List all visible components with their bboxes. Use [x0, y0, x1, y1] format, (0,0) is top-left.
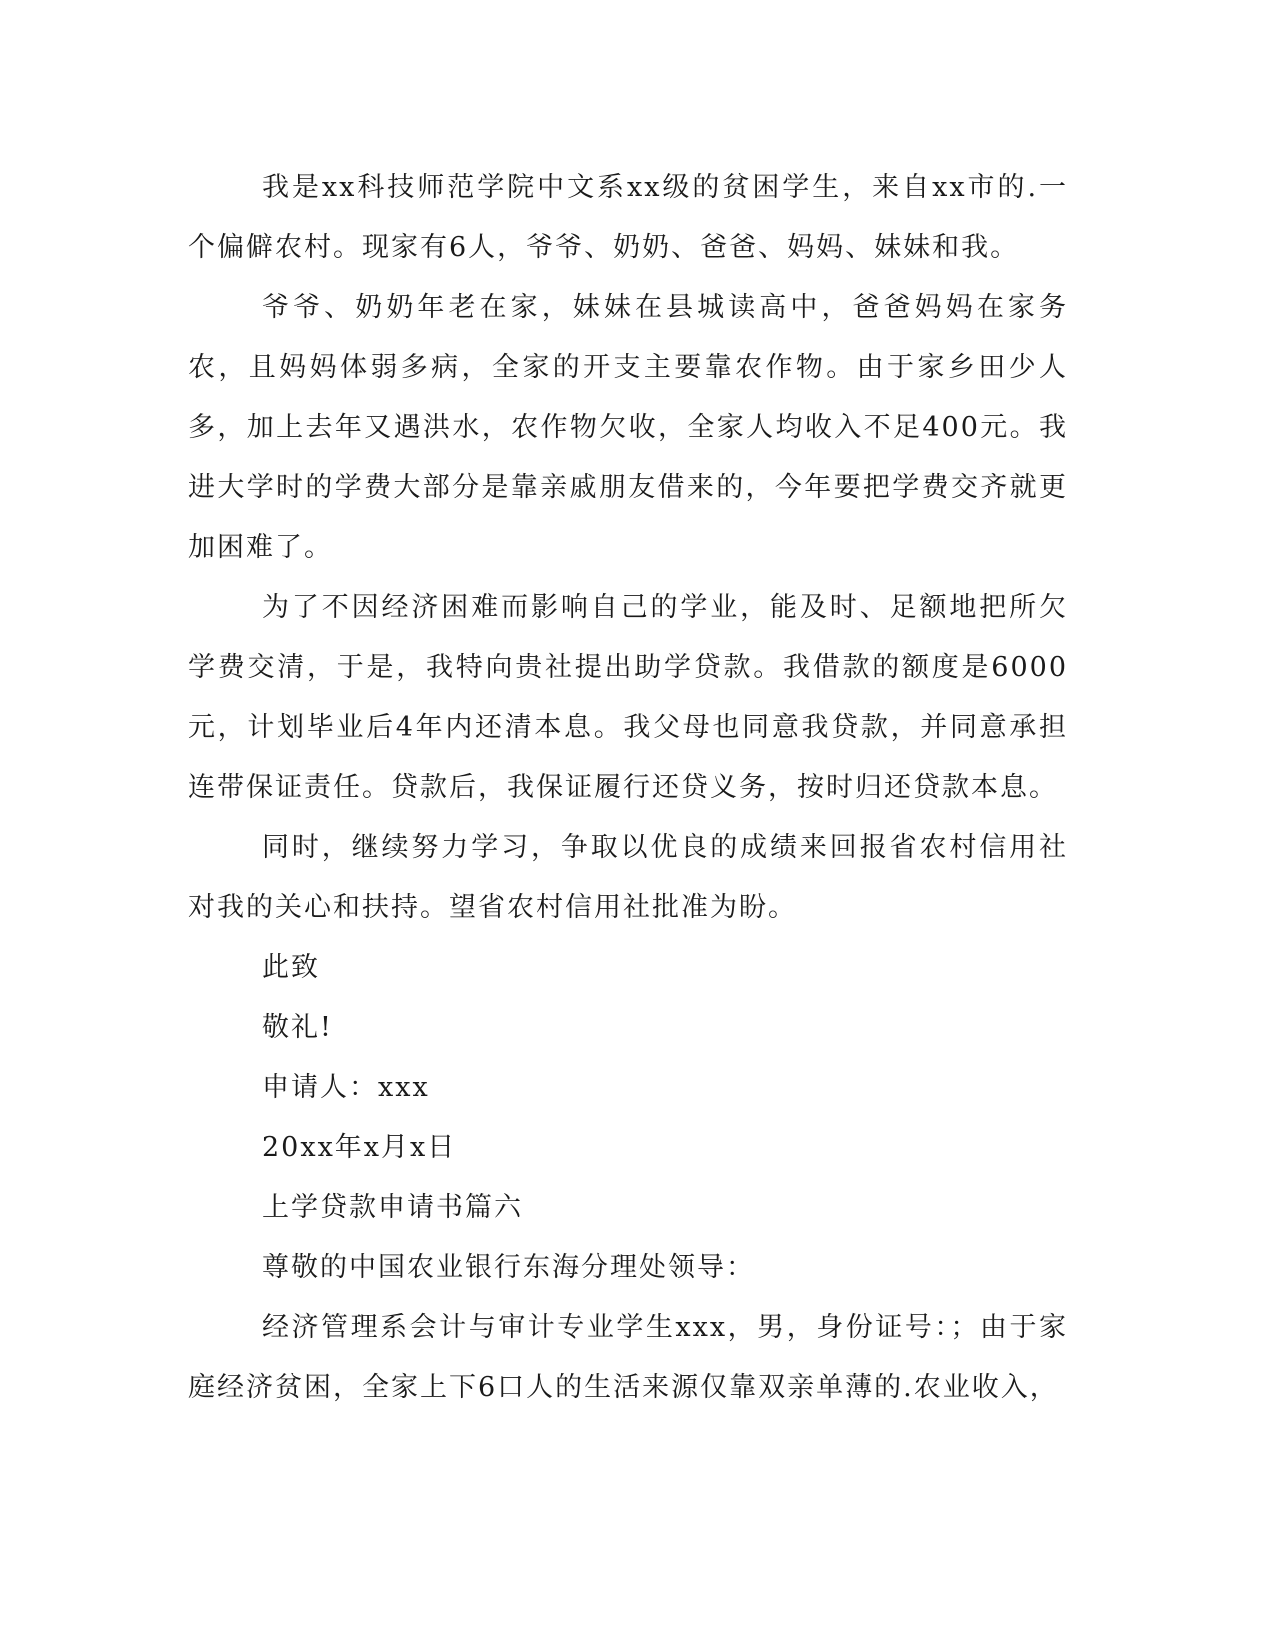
paragraph-family-background: 我是xx科技师范学院中文系xx级的贫困学生，来自xx市的.一个偏僻农村。现家有6人，爷爷、奶奶、爸爸、妈妈、妹妹和我。	[188, 172, 1068, 263]
document-body	[188, 158, 1068, 1418]
application-date: 20xx年x月x日	[262, 1132, 457, 1163]
closing-greeting: 此致	[262, 952, 320, 983]
paragraph-student-intro: 经济管理系会计与审计专业学生xxx，男，身份证号：；由于家庭经济贫困，全家上下6口人的生活来源仅靠双亲单薄的.农业收入，	[188, 1312, 1068, 1403]
applicant-signature: 申请人：xxx	[262, 1072, 430, 1103]
salutation: 尊敬的中国农业银行东海分理处领导：	[262, 1252, 755, 1283]
closing-salute: 敬礼!	[262, 1012, 333, 1043]
paragraph-loan-request: 为了不因经济困难而影响自己的学业，能及时、足额地把所欠学费交清，于是，我特向贵社提出助学贷款。我借款的额度是6000元，计划毕业后4年内还清本息。我父母也同意我贷款，并同意承担连带保证责任。贷款后，我保证履行还贷义务，按时归还贷款本息。	[188, 592, 1068, 803]
section-title: 上学贷款申请书篇六	[262, 1192, 523, 1223]
paragraph-commitment: 同时，继续努力学习，争取以优良的成绩来回报省农村信用社对我的关心和扶持。望省农村信用社批准为盼。	[188, 832, 1068, 923]
paragraph-family-hardship: 爷爷、奶奶年老在家，妹妹在县城读高中，爸爸妈妈在家务农，且妈妈体弱多病，全家的开支主要靠农作物。由于家乡田少人多，加上去年又遇洪水，农作物欠收，全家人均收入不足400元。我进大学时的学费大部分是靠亲戚朋友借来的，今年要把学费交齐就更加困难了。	[188, 292, 1068, 563]
